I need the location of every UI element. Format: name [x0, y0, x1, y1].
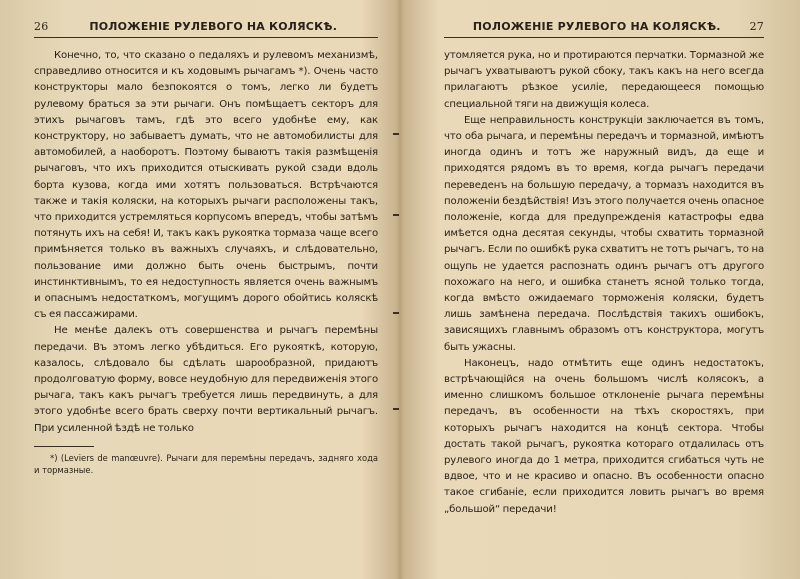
left-running-title: ПОЛОЖЕНІЕ РУЛЕВОГО НА КОЛЯСКѢ. — [89, 20, 338, 33]
left-page-header — [34, 20, 378, 38]
gutter-mark — [393, 408, 399, 410]
left-paragraph-2: Не менѣе далекъ отъ совершенства и рычагъ перемѣны передачи. Въ этомъ легко убѣдиться. Его рукояткѣ, которую, казалось, слѣдовало бы сдѣлать шарообразной, придаютъ продолговатую форму, вовсе неудобную для передвиженія этого рычага, такъ какъ рычагъ требуется лишь передвинуть, а для этого удобнѣе всего брать сверху почти вертикальный рычагъ. При усиленной ѣздѣ не только — [34, 325, 378, 434]
right-body-text — [444, 48, 764, 518]
gutter-mark — [393, 312, 399, 314]
right-paragraph-1: утомляется рука, но и протираются перчатки. Тормазной же рычагъ ухватываютъ рукой сбоку, такъ какъ на него всегда прилагаютъ рѣзкое усиліе, передающееся помощью специальной тяги на движущія колеса. — [444, 50, 764, 110]
gutter-mark — [393, 133, 399, 135]
left-page-number: 26 — [34, 20, 49, 33]
left-body-text — [34, 48, 378, 437]
right-running-title: ПОЛОЖЕНІЕ РУЛЕВОГО НА КОЛЯСКѢ. — [472, 20, 721, 33]
left-paragraph-1: Конечно, то, что сказано о педаляхъ и рулевомъ механизмѣ, справедливо относится и къ ходовымъ рычагамъ *). Очень часто конструкторы мало безпокоятся о томъ, легко ли будетъ рулевому браться за эти рычаги. Онъ помѣщаетъ секторъ для этихъ рычаговъ тамъ, гдѣ это всего удобнѣе ему, как конструктору, но забываетъ думать, что не автомобилисты для автомобилей, а наоборотъ. Поэтому бываютъ такія размѣщенія рычаговъ, что ихъ приходится отыскивать рукой сзади вдоль борта кузова, когда ими хотятъ пользоваться. Встрѣчаются также и такія коляски, на которыхъ рычаги расположены такъ, что приходится устремляться корпусомъ впередъ, чтобы затѣмъ потянуть ихъ на себя! И, такъ какъ рукоятка тормаза чаще всего примѣняется только въ важныхъ случаяхъ, и слѣдовательно, пользование ими должно быть очень быстрымъ, почти инстинктивнымъ, то ея недоступность является очень важнымъ и опаснымъ недостаткомъ, могущимъ дорого обойтись коляскѣ съ ея пассажирами. — [34, 50, 378, 321]
right-paragraph-3: Наконецъ, надо отмѣтить еще одинъ недостатокъ, встрѣчающійся на очень большомъ числѣ колясокъ, а именно слишкомъ большое отклоненіе рычага перемѣны передачъ, въ особенности на тѣхъ скоростяхъ, при которыхъ рычагъ находится на концѣ сектора. Чтобы достать такой рычагъ, рукоятка котораго отдалилась отъ рулевого иногда до 1 метра, приходится сгибаться чуть не вдвое, что и не красиво и опасно. Въ особенности опасно такое сгибаніе, если приходится ловить рычагъ во время „большой“ передачи! — [444, 357, 764, 515]
right-page-number: 27 — [749, 20, 764, 33]
right-page — [400, 0, 800, 579]
footnote: *) (Leviers de manœuvre). Рычаги для перемѣны передачъ, задняго хода и тормазные. — [34, 452, 378, 475]
gutter-mark — [393, 214, 399, 216]
footnote-divider — [34, 446, 94, 447]
right-page-header — [444, 20, 764, 38]
right-paragraph-2: Еще неправильность конструкціи заключается въ томъ, что оба рычага, и перемѣны передачъ и тормазной, имѣютъ иногда одинъ и тотъ же наружный видъ, да еще и приходятся рядомъ въ то время, когда рычагъ передачи переведенъ на большую передачу, а тормазъ находится въ положеніи бездѣйствія! Изъ этого получается очень опасное положеніе, когда для предупрежденія катастрофы едва имѣется одна десятая секунды, чтобы схватить тормазной рычагъ. Если по ошибкѣ рука схватитъ не тотъ рычагъ, то на ощупь не удается распознать одинъ рычагъ отъ другого похожаго на него, и ошибка станетъ ясной только тогда, когда вмѣсто ожидаемаго торможенія коляски, будетъ лишь замѣнена передача. Послѣдствія такихъ ошибокъ, зависящихъ главнымъ образомъ отъ конструктора, могутъ быть ужасны. — [444, 114, 764, 353]
